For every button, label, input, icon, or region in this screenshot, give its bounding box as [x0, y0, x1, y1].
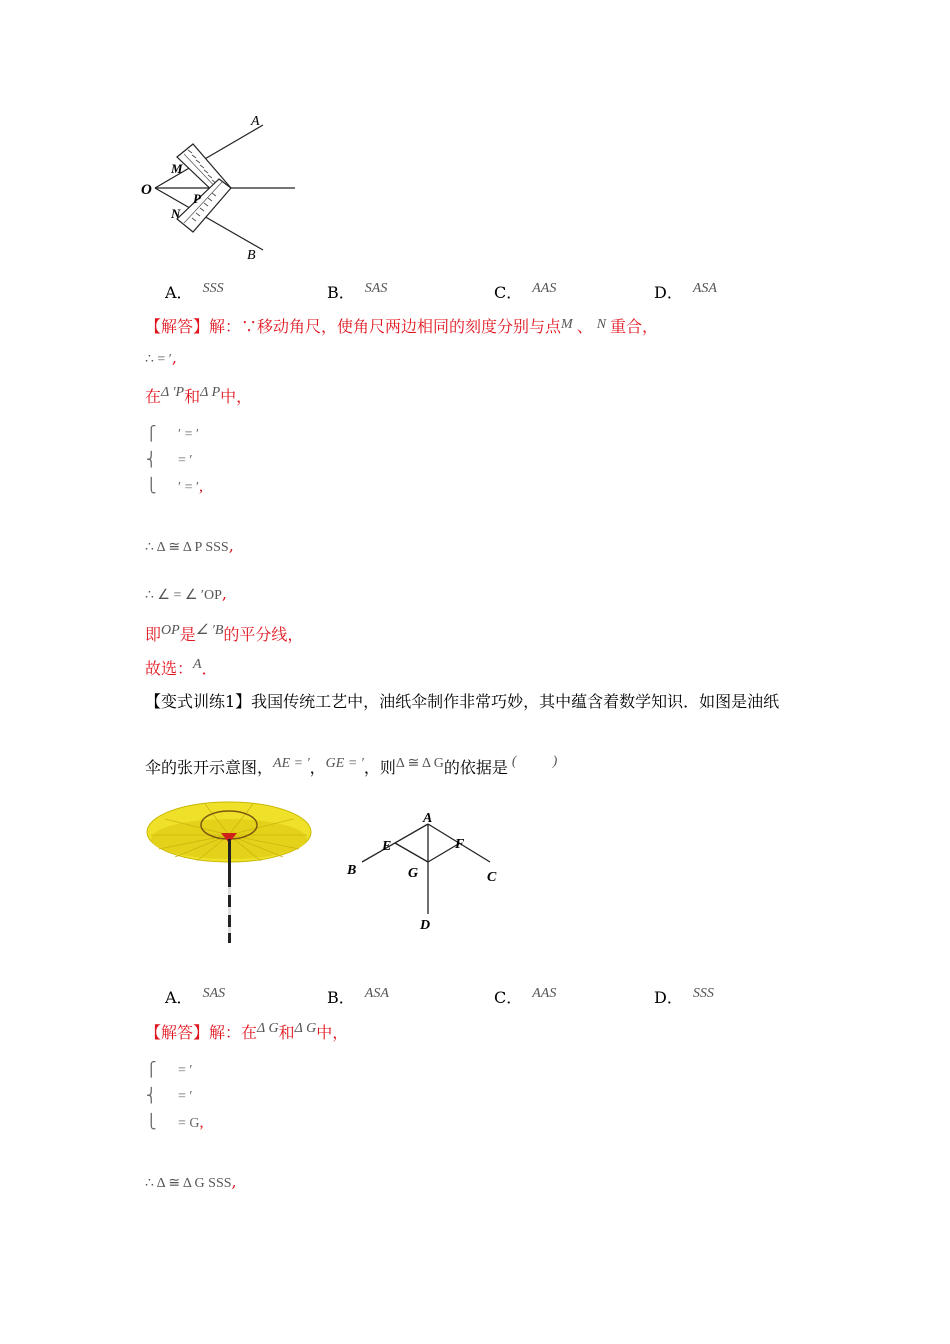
- system-eq-2: = ′: [178, 1089, 193, 1104]
- q2-option-b[interactable]: [327, 985, 389, 1008]
- sol2-conclusion: [145, 1172, 237, 1192]
- sol2-line1-prefix: 【解答】解：在: [145, 1023, 258, 1042]
- comma: ,: [231, 1172, 237, 1191]
- option-letter: D．: [654, 988, 683, 1007]
- option-value: SSS: [692, 986, 714, 1001]
- q2-stem-prefix: 伞的张开示意图，: [145, 758, 274, 777]
- word-ze: ，则: [363, 758, 396, 777]
- option-letter: B．: [327, 988, 355, 1007]
- period: ．: [201, 659, 218, 678]
- comma: ,: [228, 536, 234, 555]
- sol1-line3-prefix: 在: [145, 387, 162, 406]
- sol1-system-brace: ⎧ ⎨ ⎩: [146, 427, 157, 494]
- q2-stem-line1: 【变式训练1】我国传统工艺中，油纸伞制作非常巧妙，其中蕴含着数学知识．如图是油纸: [145, 692, 780, 711]
- separator: ，: [309, 758, 326, 777]
- equation-ae: AE = ′: [273, 756, 310, 771]
- option-letter: D．: [654, 283, 683, 302]
- option-value: ASA: [364, 986, 389, 1001]
- comma: ,: [199, 1114, 204, 1131]
- angle-aob: ∠ ′B: [195, 623, 224, 638]
- triangle-2: Δ P: [200, 385, 221, 400]
- answer-blank-open: (: [511, 754, 517, 769]
- answer-value: A: [193, 657, 202, 672]
- conjunction-and: 和: [184, 387, 201, 406]
- sol1-line1: [145, 314, 658, 337]
- system-eq-1: = ′: [178, 1063, 193, 1078]
- system-eq-2: = ′: [178, 453, 193, 468]
- point-m: M: [561, 317, 573, 332]
- sol2-line1-suffix: 中，: [316, 1023, 349, 1042]
- point-n: N: [596, 317, 607, 332]
- congruence-statement: ∴ Δ ≅ Δ P SSS: [145, 540, 229, 555]
- sol1-bisector-suffix: 的平分线，: [223, 625, 304, 644]
- congruence-statement: ∴ Δ ≅ Δ G SSS: [145, 1176, 232, 1191]
- sol2-system: [178, 1058, 204, 1137]
- label-f: F: [455, 837, 465, 852]
- q1-option-c[interactable]: [494, 280, 556, 303]
- option-value: SAS: [364, 281, 388, 296]
- sol1-line3: [145, 384, 252, 407]
- q2-stem-suffix: 的依据是: [443, 758, 508, 777]
- sol2-system-brace: ⎧ ⎨ ⎩: [146, 1063, 157, 1130]
- answer-label: 故选：: [145, 659, 194, 678]
- option-letter: B．: [327, 283, 355, 302]
- answer-blank-close: ): [552, 754, 558, 769]
- segment-op: OP: [161, 623, 180, 638]
- figure-angle-ruler: [135, 105, 310, 270]
- option-letter: C．: [494, 283, 523, 302]
- sol1-conclusion-congruent: [145, 536, 234, 556]
- sol1-line1-prefix: 【解答】解：∵移动角尺，使角尺两边相同的刻度分别与点: [145, 317, 562, 336]
- option-value: AAS: [532, 281, 557, 296]
- sol1-line2-math: ∴ = ′: [145, 352, 172, 367]
- option-value: ASA: [692, 281, 717, 296]
- sol1-line1-suffix: 重合，: [610, 317, 659, 336]
- label-c: C: [487, 870, 497, 885]
- triangle-1: Δ ′P: [161, 385, 185, 400]
- triangle-2: Δ G: [294, 1021, 317, 1036]
- label-e: E: [382, 839, 392, 854]
- label-b: B: [347, 863, 357, 878]
- sol1-answer: [145, 656, 218, 679]
- congruence-question: Δ ≅ Δ G: [395, 756, 444, 771]
- word-shi: 是: [179, 625, 196, 644]
- triangle-1: Δ G: [257, 1021, 279, 1036]
- label-a: A: [251, 114, 260, 129]
- comma: ,: [171, 348, 177, 367]
- sol1-line3-suffix: 中，: [220, 387, 253, 406]
- q2-stem-line2: [145, 755, 557, 778]
- sol1-bisector-line: [145, 622, 303, 645]
- line-eg: [395, 843, 428, 862]
- q2-option-c[interactable]: [494, 985, 556, 1008]
- angle-equality: ∴ ∠ = ∠ ′OP: [145, 588, 222, 603]
- system-eq-3: = G: [178, 1116, 200, 1131]
- system-eq-1: ′ = ′: [178, 427, 200, 442]
- label-g: G: [408, 866, 419, 881]
- equation-ge: GE = ′: [325, 756, 364, 771]
- label-b: B: [247, 248, 256, 263]
- sol1-conclusion-angle: [145, 584, 227, 604]
- sol1-line2: [145, 348, 177, 368]
- separator: 、: [576, 317, 593, 336]
- label-a: A: [423, 811, 433, 826]
- option-value: SAS: [202, 986, 226, 1001]
- option-value: SSS: [202, 281, 224, 296]
- option-value: AAS: [532, 986, 557, 1001]
- q1-option-a[interactable]: [165, 280, 224, 303]
- label-n: N: [171, 206, 181, 221]
- option-letter: A．: [165, 283, 193, 302]
- option-letter: C．: [494, 988, 523, 1007]
- label-o: O: [141, 182, 152, 198]
- conjunction-and: 和: [278, 1023, 295, 1042]
- q2-option-a[interactable]: [165, 985, 225, 1008]
- option-letter: A．: [165, 988, 193, 1007]
- word-ji: 即: [145, 625, 162, 644]
- umbrella-photo: [145, 795, 315, 945]
- system-eq-3: ′ = ′: [178, 480, 200, 495]
- sol2-line1: [145, 1020, 348, 1043]
- comma: ,: [199, 478, 204, 495]
- q2-option-d[interactable]: [654, 985, 714, 1008]
- sol1-system: [178, 422, 203, 501]
- q1-option-d[interactable]: [654, 280, 717, 303]
- label-p: P: [193, 191, 201, 206]
- label-m: M: [171, 161, 183, 176]
- q1-option-b[interactable]: [327, 280, 387, 303]
- comma: ,: [221, 584, 227, 603]
- label-d: D: [420, 918, 431, 933]
- figure-umbrella-diagram: [340, 810, 510, 935]
